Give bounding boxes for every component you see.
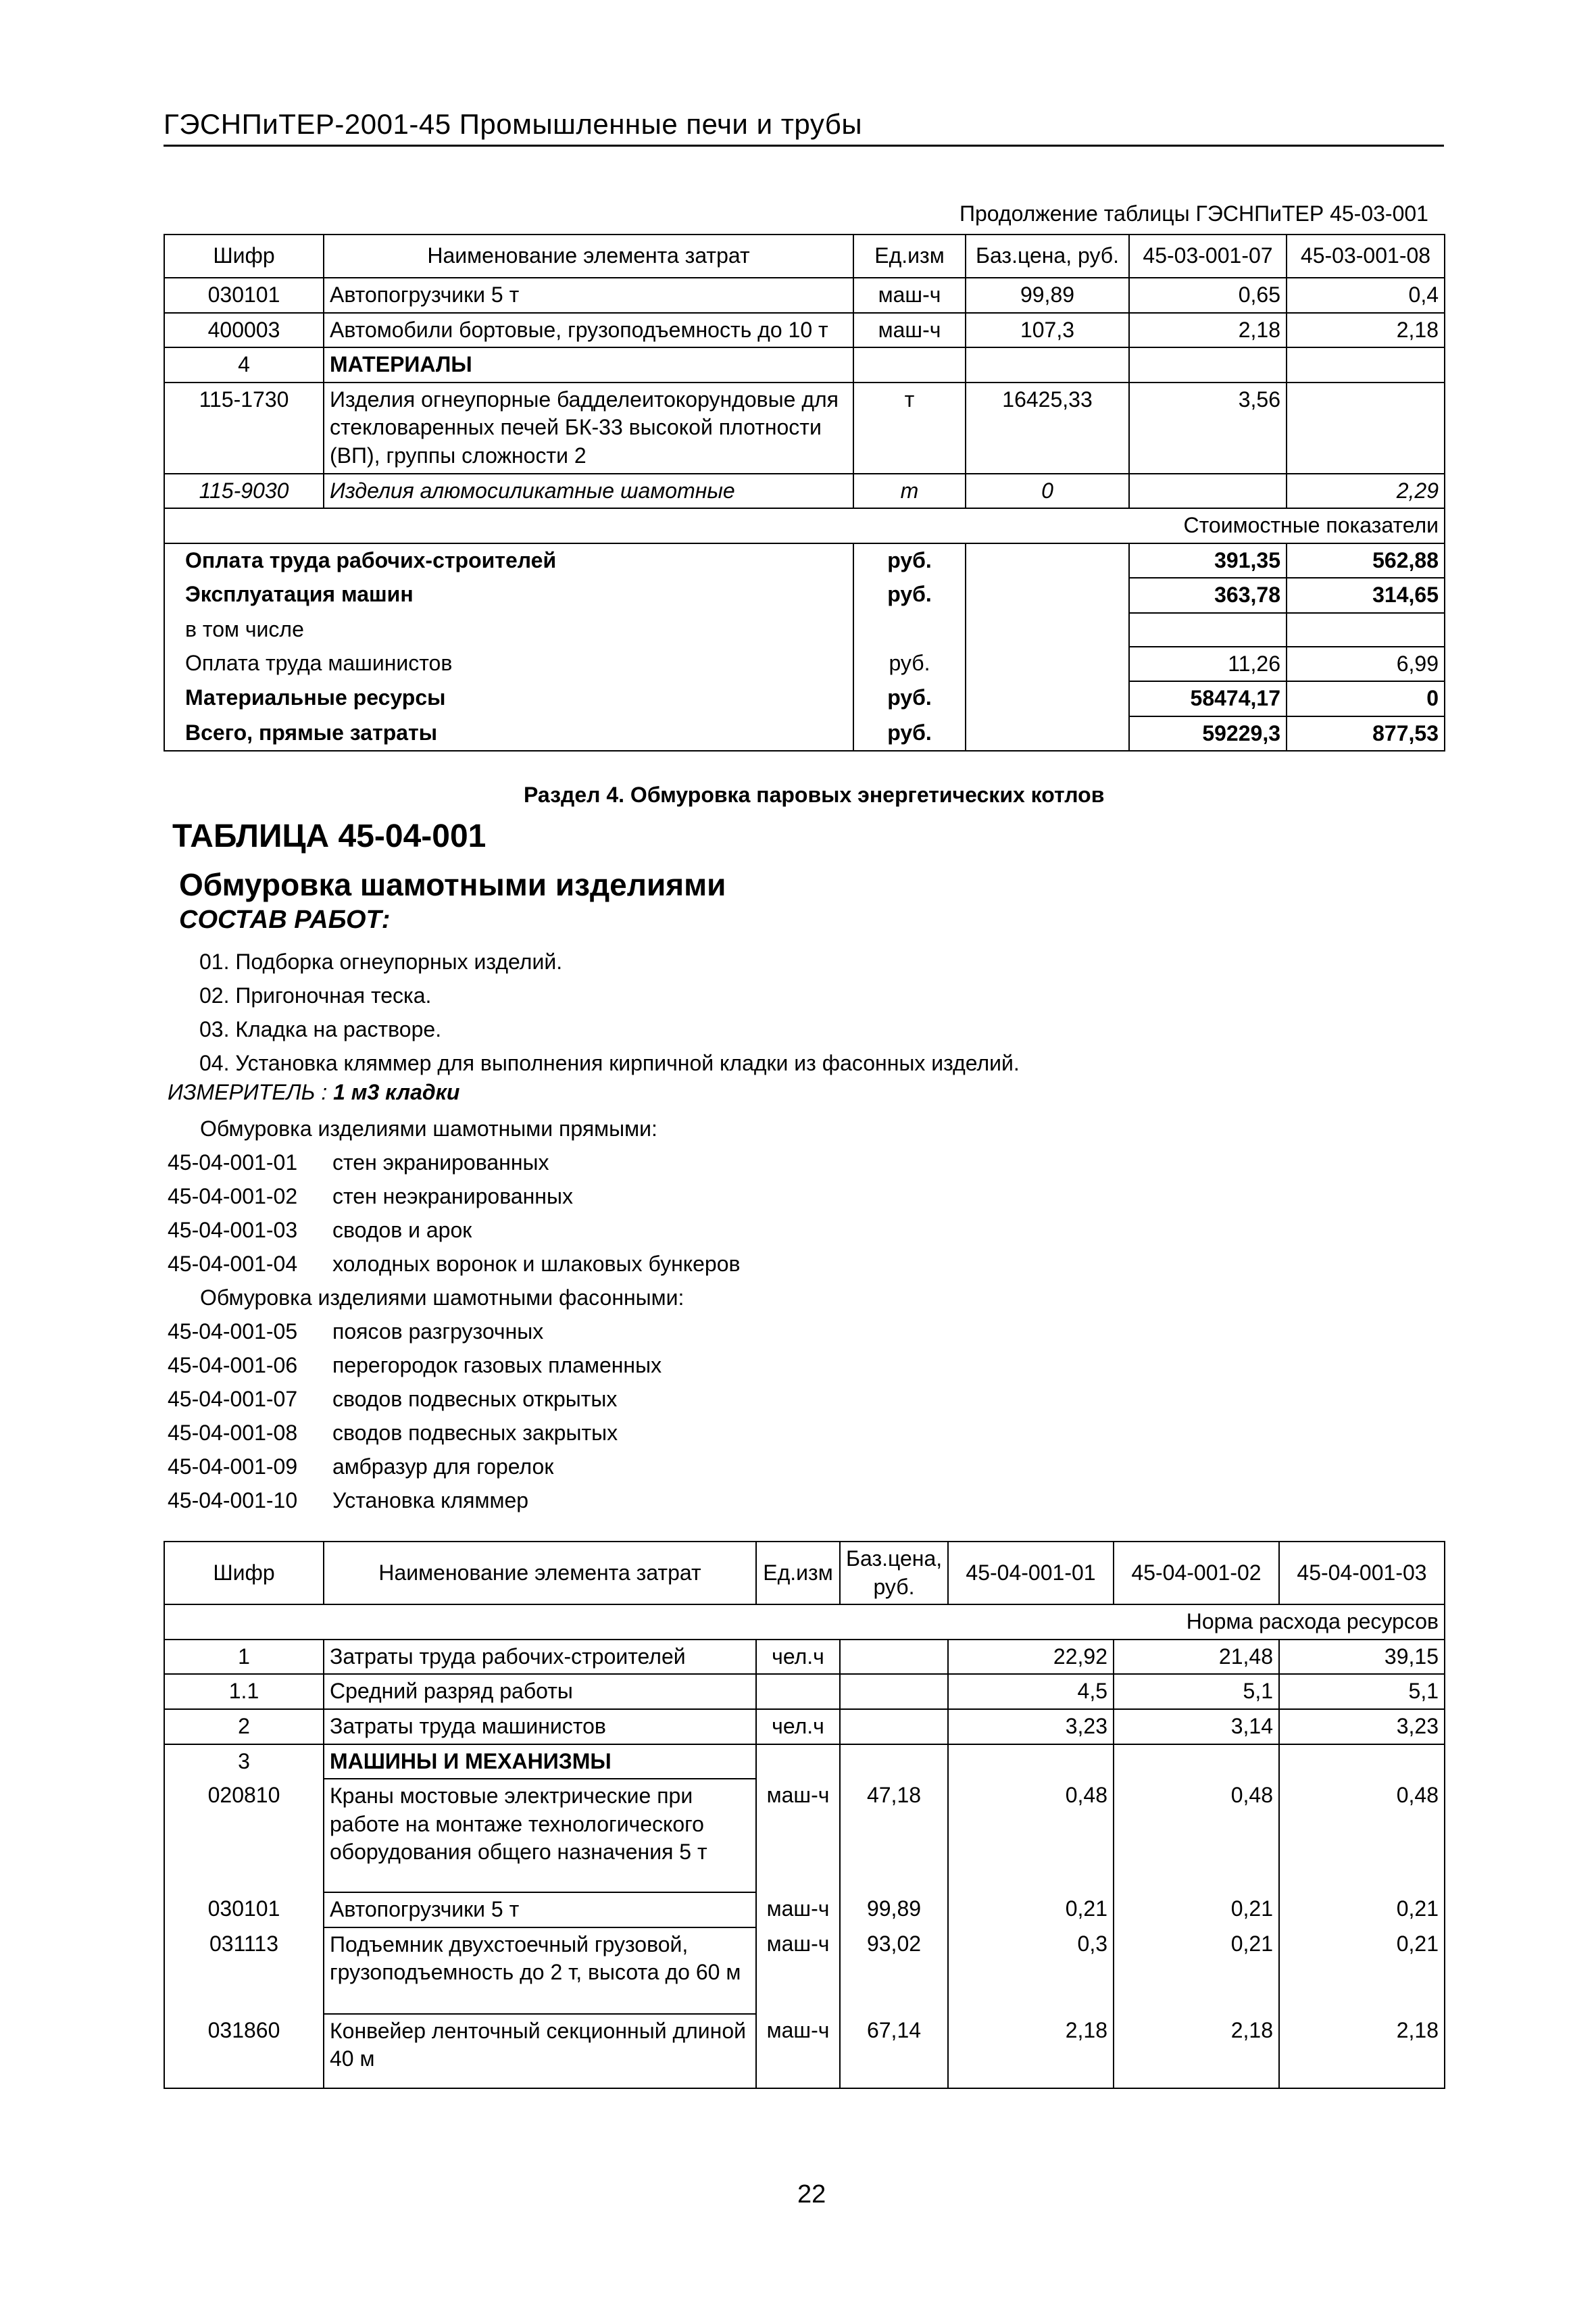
cell-v2: 0,48	[1114, 1779, 1279, 1892]
table-row	[164, 2014, 1445, 2088]
cost-v2: 6,99	[1287, 647, 1445, 682]
cost-price	[966, 613, 1129, 647]
cost-caption: Стоимостные показатели	[164, 508, 1445, 543]
cost-name: в том числе	[164, 613, 853, 647]
works-title: СОСТАВ РАБОТ:	[179, 906, 391, 934]
item-code: 45-04-001-04	[168, 1252, 298, 1276]
cost-price	[966, 681, 1129, 716]
table-row	[164, 1744, 1445, 1779]
cell-v3	[1279, 1744, 1445, 1779]
cell-unit: маш-ч	[756, 2014, 840, 2088]
cell-price: 47,18	[840, 1779, 948, 1892]
norm-caption: Норма расхода ресурсов	[164, 1604, 1445, 1640]
cell-name: Автопогрузчики 5 т	[324, 278, 853, 313]
cell-name: Средний разряд работы	[324, 1674, 756, 1709]
cell-code: 030101	[164, 1892, 324, 1927]
cost-unit: руб.	[853, 543, 966, 578]
cell-v3: 0,21	[1279, 1892, 1445, 1927]
cell-v1: 0,48	[948, 1779, 1114, 1892]
list-item	[168, 1213, 740, 1247]
table-header-row	[164, 235, 1445, 278]
cost-v2: 314,65	[1287, 578, 1445, 613]
table-row	[164, 278, 1445, 313]
cell-v1: 4,5	[948, 1674, 1114, 1709]
cell-v3: 0,48	[1279, 1779, 1445, 1892]
cell-unit	[853, 347, 966, 383]
works-item: 02. Пригоночная теска.	[199, 983, 432, 1008]
cell-code: 030101	[164, 278, 324, 313]
col-header-unit: Ед.изм	[853, 235, 966, 278]
item-code: 45-04-001-03	[168, 1218, 298, 1242]
cell-v1: 2,18	[948, 2014, 1114, 2088]
table-45-03-001	[164, 234, 1445, 752]
cost-v1: 363,78	[1129, 578, 1287, 613]
col-header-price: Баз.цена, руб.	[966, 235, 1129, 278]
cell-v1: 0,21	[948, 1892, 1114, 1927]
cell-code: 1	[164, 1640, 324, 1675]
table-row	[164, 347, 1445, 383]
cost-name: Оплата труда рабочих-строителей	[164, 543, 853, 578]
cost-row	[164, 647, 1445, 682]
cost-row	[164, 681, 1445, 716]
cost-caption-row	[164, 508, 1445, 543]
cell-name: Краны мостовые электрические при работе на монтаже технологического оборудования общего назначения 5 т	[324, 1779, 756, 1892]
cell-v1	[1129, 474, 1287, 509]
table-subtitle: Обмуровка шамотными изделиями	[179, 867, 726, 902]
cell-code: 020810	[164, 1779, 324, 1892]
cell-v1: 2,18	[1129, 313, 1287, 348]
cell-name: Затраты труда рабочих-строителей	[324, 1640, 756, 1675]
table-row	[164, 1892, 1445, 1927]
cell-name: Конвейер ленточный секционный длиной 40 м	[324, 2014, 756, 2088]
table-row	[164, 1709, 1445, 1744]
table-row	[164, 313, 1445, 348]
item-text: сводов подвесных открытых	[332, 1387, 618, 1411]
cell-v1: 0,3	[948, 1927, 1114, 2014]
cost-v2	[1287, 613, 1445, 647]
list-item	[168, 1348, 740, 1382]
norm-caption-row	[164, 1604, 1445, 1640]
item-code: 45-04-001-07	[168, 1387, 298, 1411]
cost-name: Эксплуатация машин	[164, 578, 853, 613]
cell-price: 99,89	[840, 1892, 948, 1927]
page-number: 22	[797, 2180, 826, 2209]
cost-v1: 391,35	[1129, 543, 1287, 578]
cell-unit: т	[853, 474, 966, 509]
cell-v2: 5,1	[1114, 1674, 1279, 1709]
cost-row	[164, 716, 1445, 752]
col-header-v1: 45-03-001-07	[1129, 235, 1287, 278]
cell-v2: 2,29	[1287, 474, 1445, 509]
cell-code: 031860	[164, 2014, 324, 2088]
item-code: 45-04-001-10	[168, 1488, 298, 1512]
item-text: сводов подвесных закрытых	[332, 1421, 618, 1445]
cell-code: 3	[164, 1744, 324, 1779]
list-item	[168, 1483, 740, 1517]
table-continuation-label: Продолжение таблицы ГЭСНПиТЕР 45-03-001	[959, 201, 1428, 226]
list-item	[168, 1146, 740, 1179]
cell-v3: 39,15	[1279, 1640, 1445, 1675]
list-item	[168, 1314, 740, 1348]
cell-v2: 0,21	[1114, 1927, 1279, 2014]
cell-v1: 22,92	[948, 1640, 1114, 1675]
cost-unit	[853, 613, 966, 647]
cell-unit	[756, 1744, 840, 1779]
cell-price	[840, 1640, 948, 1675]
cost-row	[164, 613, 1445, 647]
cell-unit	[756, 1674, 840, 1709]
list-item	[168, 1450, 740, 1483]
cell-name: Затраты труда машинистов	[324, 1709, 756, 1744]
list-item	[168, 1179, 740, 1213]
item-code: 45-04-001-02	[168, 1184, 298, 1208]
item-text: стен неэкранированных	[332, 1184, 573, 1208]
works-item: 01. Подборка огнеупорных изделий.	[199, 950, 563, 974]
group-heading: Обмуровка изделиями шамотными фасонными:	[200, 1285, 684, 1310]
col-header-price: Баз.цена, руб.	[840, 1542, 948, 1604]
cell-price: 107,3	[966, 313, 1129, 348]
cell-v2	[1287, 347, 1445, 383]
cell-name: МАШИНЫ И МЕХАНИЗМЫ	[324, 1744, 756, 1779]
col-header-unit: Ед.изм	[756, 1542, 840, 1604]
cost-v1	[1129, 613, 1287, 647]
list-item	[168, 1416, 740, 1450]
cost-v2: 562,88	[1287, 543, 1445, 578]
cost-unit: руб.	[853, 578, 966, 613]
cell-price: 99,89	[966, 278, 1129, 313]
table-row	[164, 474, 1445, 509]
cell-v1: 0,65	[1129, 278, 1287, 313]
cell-price: 67,14	[840, 2014, 948, 2088]
table-row	[164, 1779, 1445, 1892]
cell-code: 1.1	[164, 1674, 324, 1709]
col-header-v2: 45-04-001-02	[1114, 1542, 1279, 1604]
cost-price	[966, 647, 1129, 682]
list-item	[168, 1247, 740, 1281]
cost-v2: 877,53	[1287, 716, 1445, 752]
cell-v2: 0,21	[1114, 1892, 1279, 1927]
cell-name: Изделия алюмосиликатные шамотные	[324, 474, 853, 509]
cell-v1	[1129, 347, 1287, 383]
cell-v2: 0,4	[1287, 278, 1445, 313]
table-row	[164, 1927, 1445, 2014]
item-code: 45-04-001-06	[168, 1353, 298, 1377]
col-header-v2: 45-03-001-08	[1287, 235, 1445, 278]
section-heading: Раздел 4. Обмуровка паровых энергетических котлов	[524, 783, 1105, 807]
cell-v2	[1114, 1744, 1279, 1779]
cost-name: Всего, прямые затраты	[164, 716, 853, 752]
cell-name: Изделия огнеупорные бадделеитокорундовые для стекловаренных печей БК-33 высокой плотности (ВП), группы сложности 2	[324, 383, 853, 474]
item-code: 45-04-001-05	[168, 1319, 298, 1344]
cost-v1: 59229,3	[1129, 716, 1287, 752]
cost-unit: руб.	[853, 681, 966, 716]
measure-label: ИЗМЕРИТЕЛЬ :	[168, 1080, 328, 1104]
table-row	[164, 383, 1445, 474]
measure-value: 1 м3 кладки	[333, 1080, 460, 1104]
cost-unit: руб.	[853, 647, 966, 682]
col-header-code: Шифр	[164, 1542, 324, 1604]
col-header-v3: 45-04-001-03	[1279, 1542, 1445, 1604]
cell-price	[840, 1709, 948, 1744]
table-row	[164, 1640, 1445, 1675]
cell-v3: 2,18	[1279, 2014, 1445, 2088]
cell-price: 0	[966, 474, 1129, 509]
cost-name: Материальные ресурсы	[164, 681, 853, 716]
cost-row	[164, 578, 1445, 613]
cell-v3: 5,1	[1279, 1674, 1445, 1709]
item-code: 45-04-001-08	[168, 1421, 298, 1445]
cell-unit: маш-ч	[756, 1779, 840, 1892]
col-header-name: Наименование элемента затрат	[324, 1542, 756, 1604]
item-text: сводов и арок	[332, 1218, 472, 1242]
item-code: 45-04-001-09	[168, 1454, 298, 1479]
cost-price	[966, 543, 1129, 578]
cell-code: 400003	[164, 313, 324, 348]
cell-unit: маш-ч	[853, 313, 966, 348]
table-header-row	[164, 1542, 1445, 1604]
cost-unit: руб.	[853, 716, 966, 752]
cell-price: 93,02	[840, 1927, 948, 2014]
item-text: амбразур для горелок	[332, 1454, 554, 1479]
header-rule	[164, 145, 1444, 147]
cell-v1	[948, 1744, 1114, 1779]
cell-unit: чел.ч	[756, 1640, 840, 1675]
works-list	[199, 945, 1020, 1080]
item-text: холодных воронок и шлаковых бункеров	[332, 1252, 741, 1276]
cell-price	[840, 1674, 948, 1709]
cell-name: Подъемник двухстоечный грузовой, грузоподъемность до 2 т, высота до 60 м	[324, 1927, 756, 2014]
item-text: стен экранированных	[332, 1150, 549, 1175]
cell-unit: т	[853, 383, 966, 474]
cell-code: 4	[164, 347, 324, 383]
works-item: 04. Установка кляммер для выполнения кирпичной кладки из фасонных изделий.	[199, 1051, 1020, 1075]
cell-unit: маш-ч	[853, 278, 966, 313]
item-text: Установка кляммер	[332, 1488, 529, 1512]
cell-v2: 3,14	[1114, 1709, 1279, 1744]
item-code: 45-04-001-01	[168, 1150, 298, 1175]
cell-v2: 21,48	[1114, 1640, 1279, 1675]
cell-code: 115-9030	[164, 474, 324, 509]
cost-v1: 11,26	[1129, 647, 1287, 682]
cell-v3: 0,21	[1279, 1927, 1445, 2014]
page-header: ГЭСНПиТЕР-2001-45 Промышленные печи и трубы	[164, 108, 863, 140]
cell-v1: 3,23	[948, 1709, 1114, 1744]
cost-v2: 0	[1287, 681, 1445, 716]
cell-price	[966, 347, 1129, 383]
cell-unit: чел.ч	[756, 1709, 840, 1744]
cell-unit: маш-ч	[756, 1892, 840, 1927]
cost-row	[164, 543, 1445, 578]
codes-list	[168, 1112, 740, 1517]
cell-name: МАТЕРИАЛЫ	[324, 347, 853, 383]
item-text: перегородок газовых пламенных	[332, 1353, 662, 1377]
cell-v3: 3,23	[1279, 1709, 1445, 1744]
cell-v2	[1287, 383, 1445, 474]
cell-name: Автомобили бортовые, грузоподъемность до 10 т	[324, 313, 853, 348]
table-45-04-001	[164, 1541, 1445, 2089]
col-header-name: Наименование элемента затрат	[324, 235, 853, 278]
cell-unit: маш-ч	[756, 1927, 840, 2014]
table-row	[164, 1674, 1445, 1709]
measure-line	[168, 1080, 459, 1105]
list-item	[168, 1382, 740, 1416]
col-header-v1: 45-04-001-01	[948, 1542, 1114, 1604]
group-heading: Обмуровка изделиями шамотными прямыми:	[200, 1116, 657, 1141]
cell-code: 115-1730	[164, 383, 324, 474]
col-header-code: Шифр	[164, 235, 324, 278]
cost-price	[966, 578, 1129, 613]
cell-name: Автопогрузчики 5 т	[324, 1892, 756, 1927]
cell-code: 031113	[164, 1927, 324, 2014]
cell-code: 2	[164, 1709, 324, 1744]
cell-price	[840, 1744, 948, 1779]
cost-v1: 58474,17	[1129, 681, 1287, 716]
cost-price	[966, 716, 1129, 752]
item-text: поясов разгрузочных	[332, 1319, 544, 1344]
cost-name: Оплата труда машинистов	[164, 647, 853, 682]
cell-price: 16425,33	[966, 383, 1129, 474]
cell-v2: 2,18	[1287, 313, 1445, 348]
works-item: 03. Кладка на растворе.	[199, 1017, 442, 1041]
cell-v2: 2,18	[1114, 2014, 1279, 2088]
table-title: ТАБЛИЦА 45-04-001	[172, 818, 487, 854]
cell-v1: 3,56	[1129, 383, 1287, 474]
